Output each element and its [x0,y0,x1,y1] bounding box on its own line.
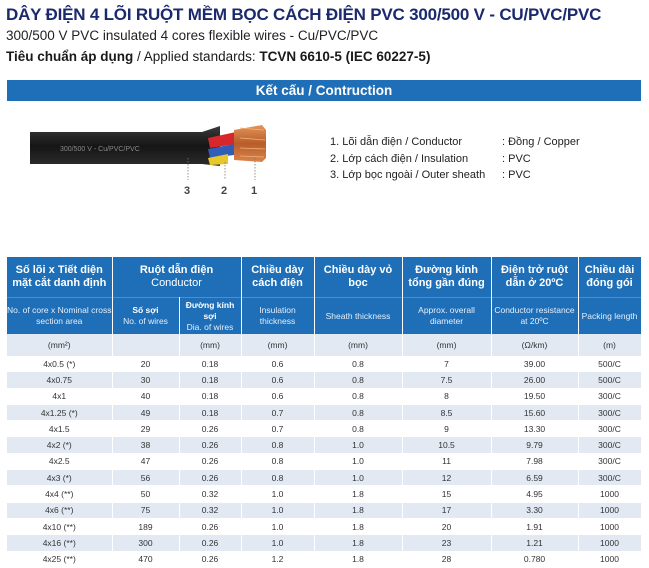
table-cell: 1.0 [241,502,314,518]
table-cell: 0.26 [179,453,241,469]
table-row [7,470,641,486]
table-cell: 0.8 [314,372,402,388]
legend-value: : Đồng / Copper [502,136,580,148]
table-cell: 15 [402,486,491,502]
table-row [7,486,641,502]
table-cell: 40 [112,388,179,404]
header-cell-en: Packing length [578,298,641,335]
table-cell: 0.26 [179,535,241,551]
table-cell: 1.0 [241,518,314,534]
table-cell: 0.18 [179,356,241,372]
header-cell: Ruột dẫn điện [139,264,214,276]
table-cell: 1.21 [491,535,578,551]
table-cell: 0.26 [179,470,241,486]
table-cell: 1.8 [314,502,402,518]
table-cell: 1.8 [314,551,402,567]
table-cell: 12 [402,470,491,486]
table-cell: 0.26 [179,421,241,437]
table-cell: 0.18 [179,388,241,404]
table-cell: 7.98 [491,453,578,469]
table-row [7,421,641,437]
header-cell: Chiều dày cách điện [241,257,314,298]
table-cell: 0.26 [179,518,241,534]
table-cell: 75 [112,502,179,518]
table-cell: 8.5 [402,404,491,420]
header-cell-en: No. of core x Nominal cross section area [7,298,112,335]
table-cell: 1.0 [241,486,314,502]
cable-illustration [30,118,280,203]
table-cell: 23 [402,535,491,551]
table-cell: 1.8 [314,518,402,534]
construction-section-bar: Kết cấu / Contruction [7,80,641,101]
table-cell: 4x25 (**) [7,551,112,567]
unit-cell: (m) [578,334,641,356]
table-cell: 4x16 (**) [7,535,112,551]
table-cell: 29 [112,421,179,437]
table-row [7,535,641,551]
table-cell: 4x1.25 (*) [7,404,112,420]
callout-number: 2 [221,185,228,197]
table-cell: 17 [402,502,491,518]
header-cell-en: Approx. overall diameter [402,298,491,335]
table-row [7,551,641,567]
cable-cross-section-image [30,118,280,203]
table-row [7,502,641,518]
units-row [7,334,641,356]
table-cell: 0.26 [179,437,241,453]
unit-cell: (mm) [241,334,314,356]
table-cell: 500/C [578,356,641,372]
table-row [7,518,641,534]
header-cell-en: Số sợi No. of wires [112,298,179,335]
table-cell: 11 [402,453,491,469]
table-cell: 4x2.5 [7,453,112,469]
table-cell: 1000 [578,486,641,502]
table-cell: 1.0 [314,437,402,453]
table-row [7,356,641,372]
table-cell: 1.8 [314,486,402,502]
legend-label: 2. Lớp cách điện / Insulation [330,152,469,165]
table-cell: 0.6 [241,388,314,404]
table-cell: 4.95 [491,486,578,502]
table-cell: 1000 [578,551,641,567]
table-cell: 0.6 [241,372,314,388]
table-cell: 0.8 [314,356,402,372]
table-cell: 500/C [578,372,641,388]
table-cell: 9 [402,421,491,437]
table-cell: 28 [402,551,491,567]
table-cell: 4x0.5 (*) [7,356,112,372]
table-cell: 1.2 [241,551,314,567]
table-cell: 0.32 [179,502,241,518]
standards-value: TCVN 6610-5 (IEC 60227-5) [259,49,431,64]
header-cell-en: Đường kính sợi Dia. of wires [179,298,241,335]
table-cell: 300 [112,535,179,551]
table-cell: 0.18 [179,404,241,420]
cable-print-text: 300/500 V - Cu/PVC/PVC [60,146,140,153]
header-cell: Điện trở ruột dẫn ở 20ºC [491,257,578,298]
table-row [7,388,641,404]
table-cell: 10.5 [402,437,491,453]
table-cell: 39.00 [491,356,578,372]
table-cell: 47 [112,453,179,469]
table-cell: 1.0 [241,535,314,551]
table-cell: 4x3 (*) [7,470,112,486]
table-cell: 0.18 [179,372,241,388]
table-row [7,404,641,420]
table-cell: 300/C [578,437,641,453]
table-cell: 4x1.5 [7,421,112,437]
table-cell: 3.30 [491,502,578,518]
table-cell: 1.91 [491,518,578,534]
table-cell: 300/C [578,470,641,486]
table-cell: 9.79 [491,437,578,453]
table-cell: 1000 [578,535,641,551]
table-cell: 1.8 [314,535,402,551]
header-cell: Số lõi x Tiết diện mặt cắt danh định [7,257,112,298]
table-cell: 13.30 [491,421,578,437]
construction-legend [330,136,580,186]
table-row [7,453,641,469]
page-subtitle: 300/500 V PVC insulated 4 cores flexible wires - Cu/PVC/PVC [6,28,379,43]
header-cell: Đường kính tổng gần đúng [402,257,491,298]
header-cell-conductor [112,257,241,298]
header-row-vi [7,257,641,298]
standards-label-vi: Tiêu chuẩn áp dụng [6,49,134,64]
table-row [7,437,641,453]
table-cell: 1000 [578,502,641,518]
table-cell: 0.7 [241,421,314,437]
table-cell: 4x4 (**) [7,486,112,502]
legend-item [330,152,531,170]
table-cell: 56 [112,470,179,486]
header-cell-en: Insulation thickness [241,298,314,335]
table-cell: 1000 [578,518,641,534]
table-cell: 50 [112,486,179,502]
header-cell-en: Conductor resistance at 20ºC [491,298,578,335]
unit-cell: (mm) [314,334,402,356]
legend-item [330,136,580,153]
specification-table [7,257,642,568]
table-cell: 49 [112,404,179,420]
legend-value: : PVC [502,169,531,181]
table-cell: 0.7 [241,404,314,420]
table-cell: 0.780 [491,551,578,567]
unit-cell [112,334,179,356]
table-cell: 4x6 (**) [7,502,112,518]
header-row-en [7,298,641,335]
legend-value: : PVC [502,152,531,165]
table-cell: 0.8 [314,404,402,420]
table-cell: 8 [402,388,491,404]
table-cell: 189 [112,518,179,534]
table-cell: 0.8 [314,421,402,437]
table-cell: 20 [402,518,491,534]
unit-cell: (Ω/km) [491,334,578,356]
legend-label: 1. Lõi dẫn điện / Conductor [330,136,463,148]
table-cell: 7 [402,356,491,372]
table-cell: 300/C [578,404,641,420]
table-cell: 1.0 [314,470,402,486]
standards-label-en: / Applied standards: [133,49,260,64]
table-cell: 4x0.75 [7,372,112,388]
table-cell: 19.50 [491,388,578,404]
header-cell: Chiều dày vỏ bọc [314,257,402,298]
table-cell: 30 [112,372,179,388]
header-cell-en: Sheath thickness [314,298,402,335]
table-cell: 0.8 [241,470,314,486]
legend-label: 3. Lớp bọc ngoài / Outer sheath [330,169,486,181]
table-cell: 0.6 [241,356,314,372]
table-cell: 38 [112,437,179,453]
unit-cell: (mm) [179,334,241,356]
table-cell: 0.8 [314,388,402,404]
table-cell: 4x1 [7,388,112,404]
table-cell: 6.59 [491,470,578,486]
table-cell: 15.60 [491,404,578,420]
unit-cell: (mm) [402,334,491,356]
table-cell: 300/C [578,421,641,437]
table-cell: 1.0 [314,453,402,469]
table-row [7,372,641,388]
table-cell: 0.32 [179,486,241,502]
table-cell: 0.8 [241,453,314,469]
applied-standards [6,49,430,64]
table-cell: 0.26 [179,551,241,567]
table-cell: 300/C [578,388,641,404]
callout-number: 1 [251,185,258,197]
table-cell: 26.00 [491,372,578,388]
table-body [7,356,641,567]
table-cell: 20 [112,356,179,372]
table-cell: 4x10 (**) [7,518,112,534]
legend-item [330,169,531,186]
table-cell: 470 [112,551,179,567]
table-cell: 0.8 [241,437,314,453]
table-cell: 300/C [578,453,641,469]
page-title: DÂY ĐIỆN 4 LÕI RUỘT MỀM BỌC CÁCH ĐIỆN PVC 300/500 V - CU/PVC/PVC [6,5,602,24]
header-cell: Chiều dài đóng gói [578,257,641,298]
table-cell: 7.5 [402,372,491,388]
header-cell-en: Conductor [151,277,202,289]
callout-number: 3 [184,185,191,197]
unit-cell: (mm²) [7,334,112,356]
table-cell: 4x2 (*) [7,437,112,453]
